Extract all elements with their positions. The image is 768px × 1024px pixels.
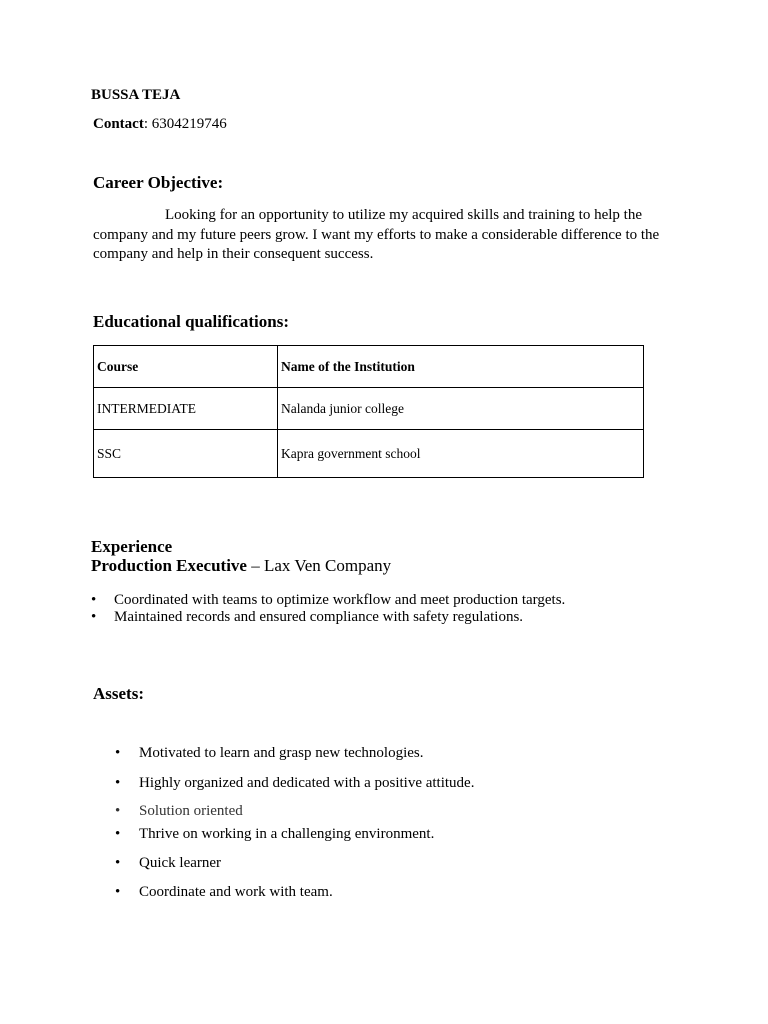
institution-cell: Nalanda junior college — [278, 388, 644, 430]
table-header-row — [94, 346, 644, 388]
job-title: Production Executive — [91, 556, 247, 575]
list-item: • Maintained records and ensured compliance with safety regulations. — [91, 609, 524, 625]
bullet-icon: • — [115, 775, 121, 791]
education-heading: Educational qualifications: — [93, 312, 290, 331]
experience-heading: Experience — [91, 537, 173, 556]
assets-heading: Assets: — [93, 684, 144, 703]
list-item: • Thrive on working in a challenging environment. — [115, 826, 435, 842]
list-item: • Coordinated with teams to optimize workflow and meet production targets. — [91, 592, 566, 608]
experience-duties-list — [91, 592, 565, 626]
list-item: • Quick learner — [115, 855, 222, 871]
table-row — [94, 430, 644, 478]
bullet-icon: • — [91, 592, 97, 608]
bullet-icon: • — [115, 884, 121, 900]
table-row — [94, 388, 644, 430]
bullet-icon: • — [91, 609, 97, 625]
course-cell: INTERMEDIATE — [94, 388, 278, 430]
list-item: • Highly organized and dedicated with a positive attitude. — [115, 775, 475, 791]
contact-value: : 6304219746 — [143, 116, 227, 132]
experience-role-line — [91, 556, 391, 576]
list-item: • Motivated to learn and grasp new technologies. — [115, 745, 424, 761]
bullet-icon: • — [115, 855, 121, 871]
institution-cell: Kapra government school — [278, 430, 644, 478]
contact-label: Contact — [93, 116, 144, 132]
bullet-icon: • — [115, 826, 121, 842]
education-table — [93, 345, 644, 478]
bullet-icon: • — [115, 745, 121, 761]
course-cell: SSC — [94, 430, 278, 478]
company-name: – Lax Ven Company — [246, 556, 392, 575]
bullet-icon: • — [115, 803, 121, 819]
list-item: • Solution oriented — [115, 803, 243, 819]
contact-line — [93, 116, 227, 133]
column-header-course: Course — [94, 346, 278, 388]
career-objective-heading: Career Objective: — [93, 173, 224, 192]
candidate-name: BUSSA TEJA — [91, 87, 181, 103]
career-objective-text: Looking for an opportunity to utilize my acquired skills and training to help the company and my future peers grow. I want my efforts to make a considerable difference to the company and help in their consequent success. — [93, 207, 660, 262]
column-header-institution: Name of the Institution — [278, 346, 644, 388]
list-item: • Coordinate and work with team. — [115, 884, 333, 900]
